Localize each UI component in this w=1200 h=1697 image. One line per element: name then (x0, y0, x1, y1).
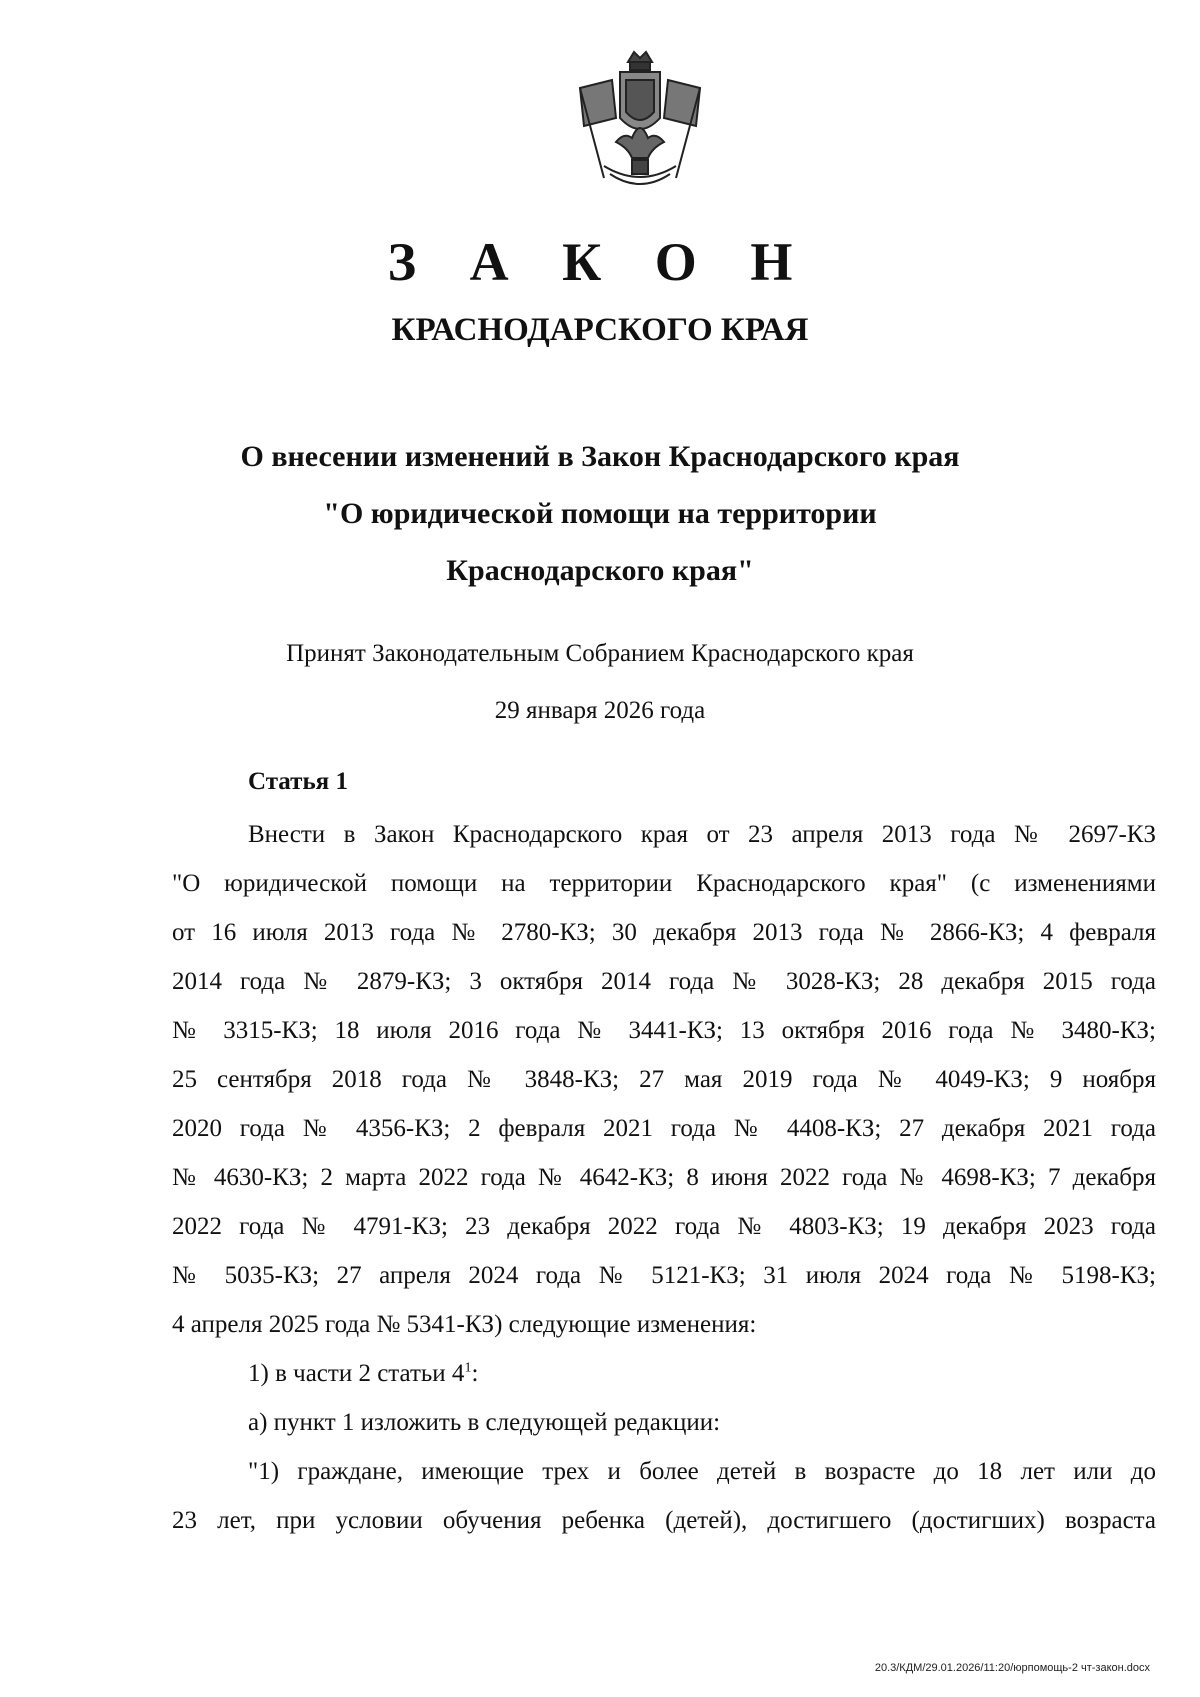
body-line: № 4630-КЗ; 2 марта 2022 года № 4642-КЗ; 8 июня 2022 года № 4698-КЗ; 7 декабря (172, 1164, 1156, 1191)
body-line: от 16 июля 2013 года № 2780-КЗ; 30 декабря 2013 года № 2866-КЗ; 4 февраля (172, 919, 1156, 946)
item-1 (172, 1349, 1156, 1398)
article-heading: Статья 1 (248, 768, 348, 795)
subject-line: "О юридической помощи на территории (323, 497, 877, 530)
item-1-text: 1) в части 2 статьи 4 (248, 1360, 465, 1387)
body-line: "О юридической помощи на территории Краснодарского края" (с изменениями (172, 870, 1156, 897)
adoption-date: 29 января 2026 года (494, 697, 706, 724)
file-footer: 20.3/КДМ/29.01.2026/11:20/юрпомощь-2 чт-закон.docx (874, 1662, 1150, 1674)
body-line: № 3315-КЗ; 18 июля 2016 года № 3441-КЗ; 13 октября 2016 года № 3480-КЗ; (172, 1017, 1156, 1044)
body-line: 2022 года № 4791-КЗ; 23 декабря 2022 года № 4803-КЗ; 19 декабря 2023 года (172, 1213, 1156, 1240)
subject-line: О внесении изменений в Закон Краснодарского края (240, 440, 960, 473)
body-line: 25 сентября 2018 года № 3848-КЗ; 27 мая 2019 года № 4049-КЗ; 9 ноября (172, 1066, 1156, 1093)
quote-line: "1) граждане, имеющие трех и более детей в возрасте до 18 лет или до (248, 1458, 1156, 1485)
document-region: КРАСНОДАРСКОГО КРАЯ (391, 312, 809, 348)
document-title: З А К О Н (387, 232, 813, 292)
item-a: а) пункт 1 изложить в следующей редакции: (248, 1409, 721, 1436)
law-subject (0, 428, 1200, 599)
coat-of-arms-icon (560, 48, 720, 196)
body-line: 2020 года № 4356-КЗ; 2 февраля 2021 года № 4408-КЗ; 27 декабря 2021 года (172, 1115, 1156, 1142)
body-line: 4 апреля 2025 года № 5341-КЗ) следующие изменения: (172, 1311, 757, 1338)
body-line: № 5035-КЗ; 27 апреля 2024 года № 5121-КЗ; 31 июля 2024 года № 5198-КЗ; (172, 1262, 1156, 1289)
body-line: 2014 года № 2879-КЗ; 3 октября 2014 года № 3028-КЗ; 28 декабря 2015 года (172, 968, 1156, 995)
item-1-superscript: 1 (464, 1360, 472, 1376)
item-1-colon: : (471, 1360, 479, 1387)
subject-line: Краснодарского края" (446, 554, 754, 587)
body-line: Внести в Закон Краснодарского края от 23 апреля 2013 года № 2697-КЗ (248, 821, 1156, 848)
adoption-body: Принят Законодательным Собранием Краснодарского края (286, 640, 914, 667)
adoption-info (0, 625, 1200, 739)
quote-line: 23 лет, при условии обучения ребенка (детей), достигшего (достигших) возраста (172, 1507, 1156, 1534)
article-body (172, 810, 1156, 1545)
